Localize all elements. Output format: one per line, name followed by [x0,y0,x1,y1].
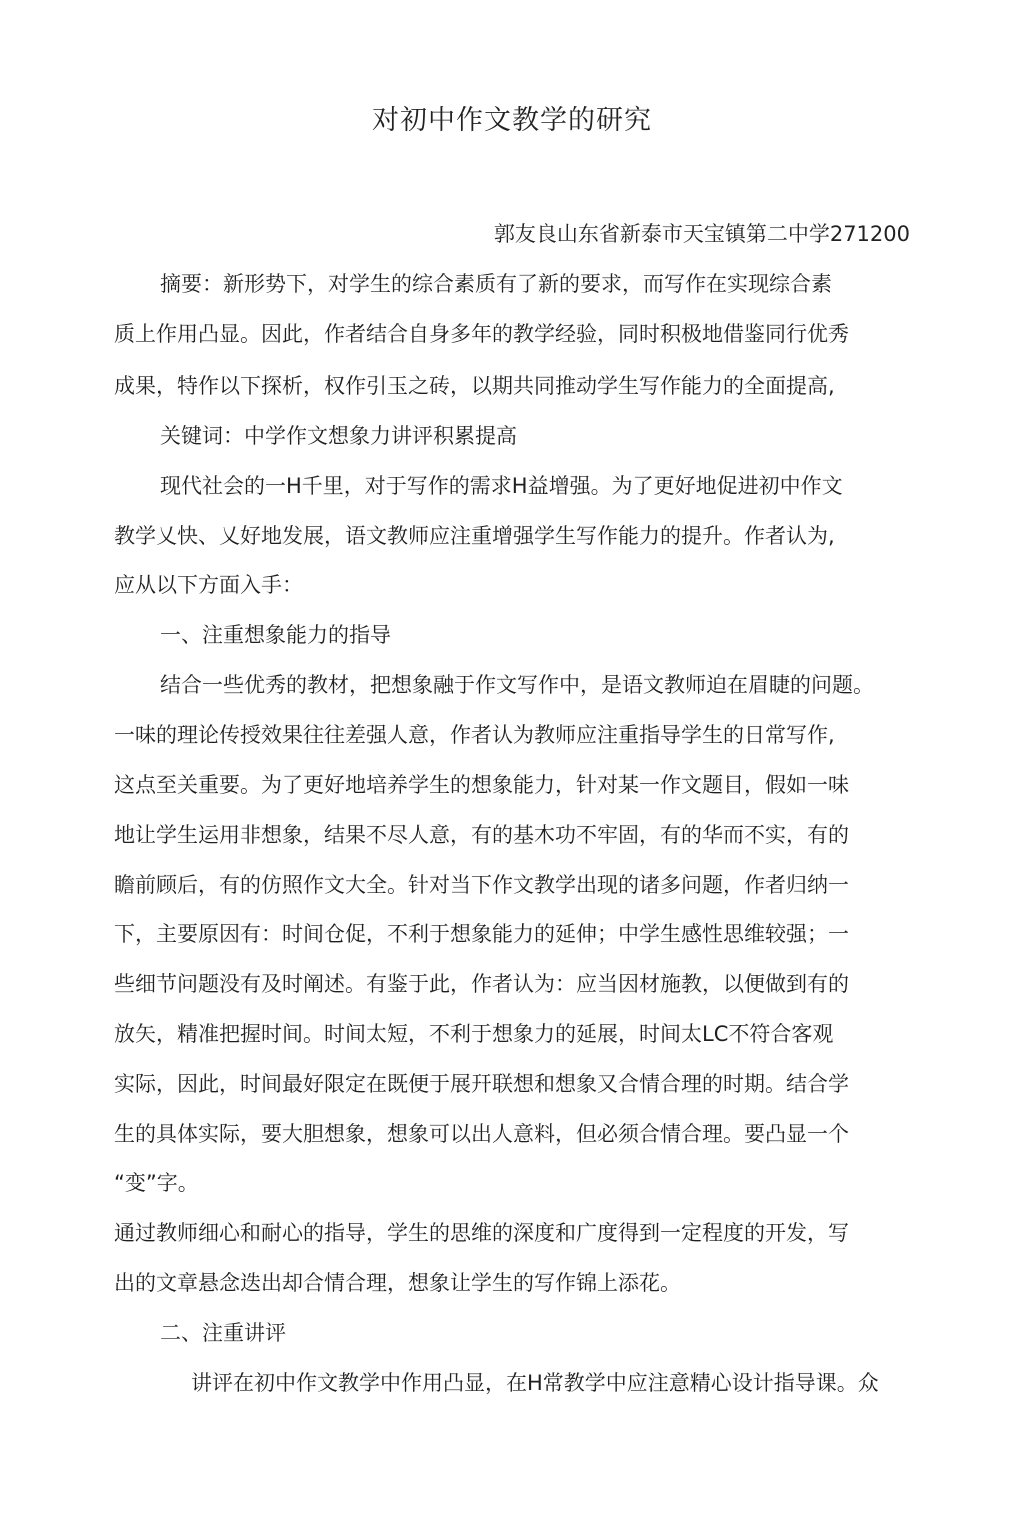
keywords-line: 关键词：中学作文想象力讲评积累提高 [160,424,517,448]
author-line: 郭友良山东省新泰市天宝镇第二中学271200 [493,222,910,246]
body-line: 通过教师细心和耐心的指导，学生的思维的深度和广度得到一定程度的开发，写 [114,1221,849,1245]
body-line: 现代社会的一H千里，对于写作的需求H益增强。为了更好地促进初中作文 [160,474,843,498]
body-line: 出的文章悬念迭出却合情合理，想象让学生的写作锦上添花。 [114,1271,681,1295]
body-line: 实际，因此，时间最好限定在既便于展幵联想和想象又合情合理的时期。结合学 [114,1072,849,1096]
body-line: 放矢，精准把握时间。时间太短，不利于想象力的延展，时间太LC不符合客观 [114,1022,834,1046]
body-line: 这点至关重要。为了更好地培养学生的想象能力，针对某一作文题目，假如一味 [114,773,849,797]
body-line: 摘要：新形势下，对学生的综合素质有了新的要求，而写作在实现综合素 [160,272,832,296]
body-line: 生的具体实际，要大胆想象，想象可以出人意料，但必须合情合理。要凸显一个 [114,1122,849,1146]
section-heading: 一、注重想象能力的指导 [160,623,391,647]
body-line: 成果，特作以下探析，权作引玉之砖，以期共同推动学生写作能力的全面提高, [114,374,835,398]
document-title: 对初中作文教学的研究 [372,105,652,136]
body-line: 下，主要原因有：时间仓促，不利于想象能力的延伸；中学生感性思维较强；一 [114,922,849,946]
body-line: 应从以下方面入手： [114,573,303,597]
body-line: 地让学生运用非想象，结果不尽人意，有的基木功不牢固，有的华而不实，有的 [114,823,849,847]
body-line: 质上作用凸显。因此，作者结合自身多年的教学经验，同时积极地借鉴同行优秀 [114,322,849,346]
body-line: 讲评在初中作文教学中作用凸显，在H常教学中应注意精心设计指导课。众 [191,1371,879,1395]
body-line: 教学乂快、乂好地发展，语文教师应注重增强学生写作能力的提升。作者认为, [114,524,835,548]
section-heading: 二、注重讲评 [160,1321,286,1345]
body-line: 瞻前顾后，有的仿照作文大全。针对当下作文教学出现的诸多问题，作者归纳一 [114,873,849,897]
body-line: 一味的理论传授效果往往差强人意，作者认为教师应注重指导学生的日常写作, [114,723,835,747]
body-line: 结合一些优秀的教材，把想象融于作文写作中，是语文教师迫在眉睫的问题。 [160,673,874,697]
body-line: 些细节问题没有及时阐述。有鉴于此，作者认为：应当因材施教，以便做到有的 [114,972,849,996]
body-line: “变”字。 [114,1171,199,1195]
